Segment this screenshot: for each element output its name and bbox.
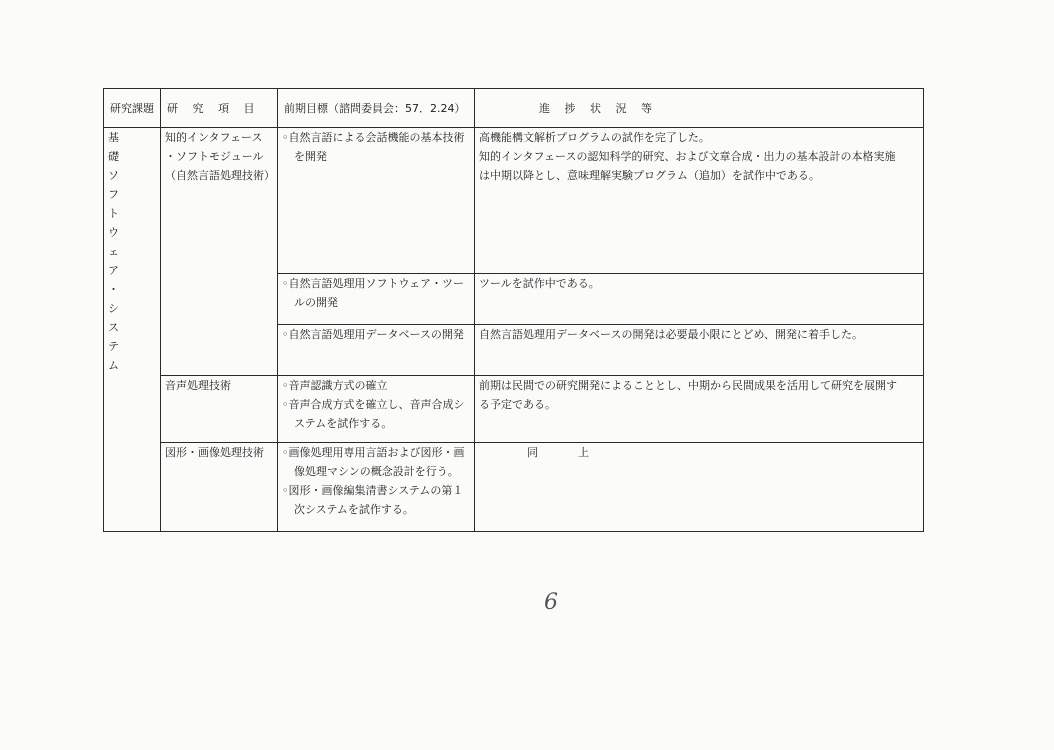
- item-line: （自然言語処理技術）: [165, 169, 275, 182]
- status-line: は中期以降とし、意味理解実験プログラム（追加）を試作中である。: [479, 169, 820, 182]
- goal-cell: [278, 376, 475, 443]
- topic-char: ム: [108, 359, 119, 372]
- topic-char: フ: [108, 188, 119, 201]
- status-cell: [475, 274, 924, 325]
- goal-cell: [278, 443, 475, 532]
- header-progress-status-label: 進 捗 状 況 等: [539, 101, 658, 115]
- status-cell: [475, 376, 924, 443]
- topic-char: ア: [108, 264, 119, 277]
- topic-char: 基: [108, 131, 119, 144]
- goal-cell: [278, 325, 475, 376]
- header-row: [104, 89, 924, 128]
- topic-char: ェ: [108, 245, 119, 258]
- topic-char: ・: [108, 283, 119, 296]
- header-early-goals: 前期目標（諮問委員会：57．2.24）: [278, 89, 475, 128]
- goal-item: ◦画像処理用専用言語および図形・画像処理マシンの概念設計を行う。: [282, 446, 465, 478]
- topic-char: シ: [108, 302, 119, 315]
- research-item-cell: [161, 376, 278, 443]
- status-line: 高機能構文解析プログラムの試作を完了した。: [479, 131, 710, 144]
- status-line: ツールを試作中である。: [479, 277, 600, 290]
- progress-table: [103, 88, 924, 532]
- same-as-above-text: 同上: [527, 446, 629, 459]
- topic-char: ウ: [108, 226, 119, 239]
- topic-char: ト: [108, 207, 119, 220]
- research-topic-cell: [104, 128, 161, 532]
- header-progress-status: [475, 89, 924, 128]
- goal-item: ◦自然言語による会話機能の基本技術を開発: [282, 131, 465, 163]
- topic-char: テ: [108, 340, 119, 353]
- topic-char: 礎: [108, 150, 119, 163]
- item-line: 音声処理技術: [165, 379, 231, 392]
- status-line: 知的インタフェースの認知科学的研究、および文章合成・出力の基本設計の本格実施: [479, 150, 896, 163]
- status-cell: [475, 128, 924, 274]
- status-line: 自然言語処理用データベースの開発は必要最小限にとどめ、開発に着手した。: [479, 328, 864, 341]
- goal-item: ◦自然言語処理用ソフトウェア・ツールの開発: [282, 277, 465, 309]
- research-item-cell: [161, 443, 278, 532]
- topic-char: ソ: [108, 169, 119, 182]
- status-cell: [475, 325, 924, 376]
- header-research-topic: 研究課題: [104, 89, 161, 128]
- table-row: [104, 128, 924, 274]
- goal-item: ◦音声合成方式を確立し、音声合成システムを試作する。: [282, 398, 465, 430]
- research-item-cell: [161, 128, 278, 376]
- goal-cell: [278, 274, 475, 325]
- status-line: 前期は民間での研究開発によることとし、中期から民間成果を活用して研究を展開す: [479, 379, 897, 392]
- status-line: る予定である。: [479, 398, 556, 411]
- status-cell: [475, 443, 924, 532]
- table-row: [104, 376, 924, 443]
- table-row: [104, 443, 924, 532]
- header-research-item: 研 究 項 目: [161, 89, 278, 128]
- item-line: 図形・画像処理技術: [165, 446, 264, 459]
- item-line: ・ソフトモジュール: [165, 150, 264, 163]
- page-number: 6: [544, 590, 558, 615]
- goal-item: ◦音声認識方式の確立: [282, 379, 388, 392]
- goal-item: ◦自然言語処理用データベースの開発: [282, 328, 464, 341]
- item-line: 知的インタフェース: [165, 131, 263, 144]
- goal-cell: [278, 128, 475, 274]
- topic-char: ス: [108, 321, 119, 334]
- goal-item: ◦図形・画像編集清書システムの第１次システムを試作する。: [282, 484, 464, 516]
